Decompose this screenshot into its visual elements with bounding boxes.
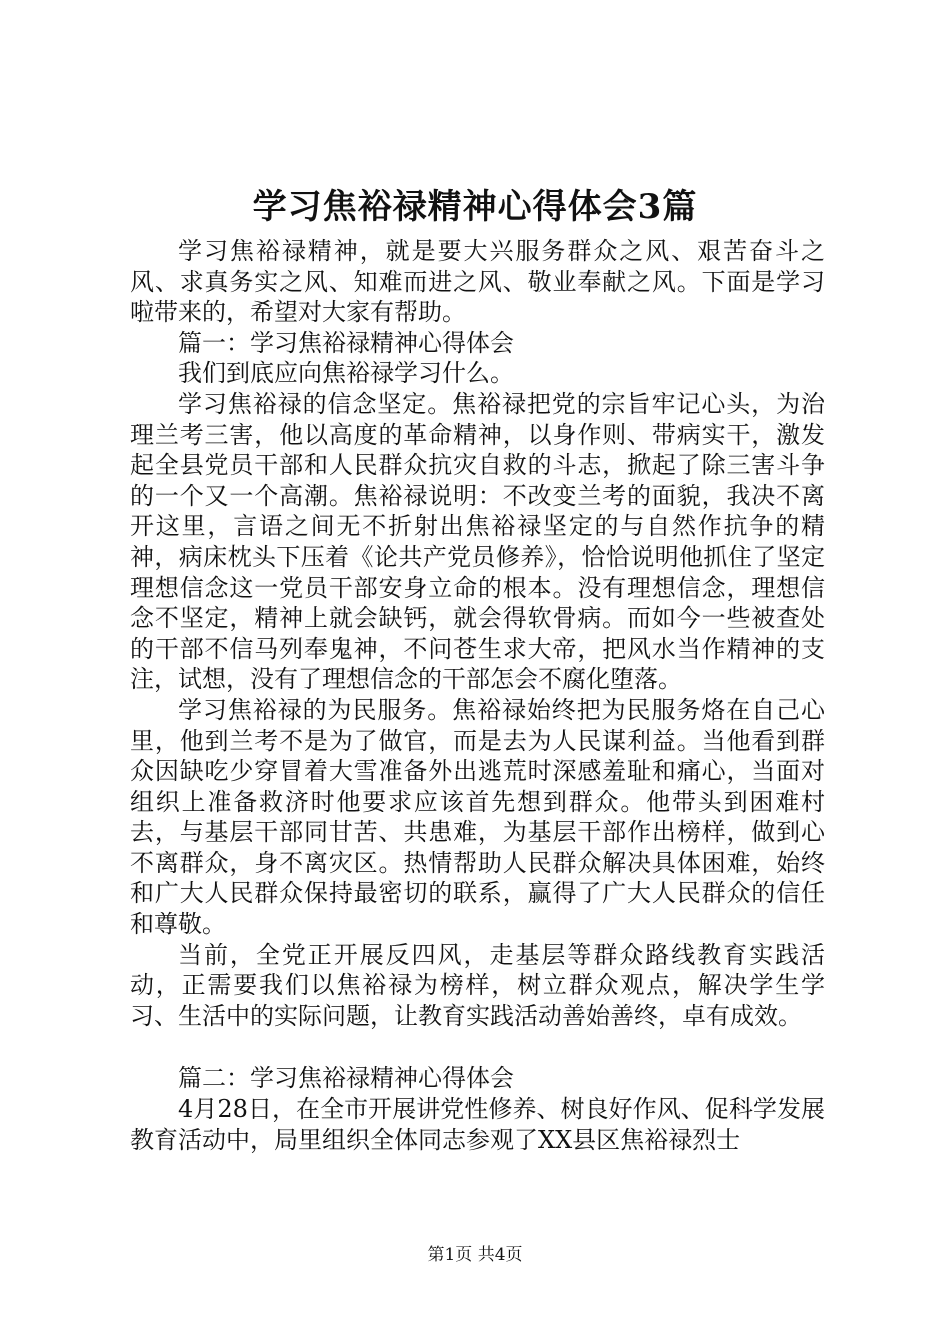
page-footer: 第1页 共4页 — [427, 1245, 523, 1265]
section-heading-2: 篇二：学习焦裕禄精神心得体会 — [178, 1064, 514, 1093]
document-body — [130, 236, 825, 1155]
body-paragraph: 我们到底应向焦裕禄学习什么。 — [178, 359, 514, 388]
body-paragraph: 学习焦裕禄的为民服务。焦裕禄始终把为民服务烙在自己心里，他到兰考不是为了做官，而是去为人民谋利益。当他看到群众因缺吃少穿冒着大雪准备外出逃荒时深感羞耻和痛心，当面对组织上准备救济时他要求应该首先想到群众。他带头到困难村去，与基层干部同甘苦、共患难，为基层干部作出榜样，做到心不离群众，身不离灾区。热情帮助人民群众解决具体困难，始终和广大人民群众保持最密切的联系，赢得了广大人民群众的信任和尊敬。 — [130, 695, 825, 939]
section-heading-1: 篇一：学习焦裕禄精神心得体会 — [178, 328, 514, 357]
intro-paragraph: 学习焦裕禄精神，就是要大兴服务群众之风、艰苦奋斗之风、求真务实之风、知难而进之风、敬业奉献之风。下面是学习啦带来的，希望对大家有帮助。 — [130, 237, 825, 327]
document-title: 学习焦裕禄精神心得体会3篇 — [252, 187, 698, 227]
body-paragraph: 4月28日，在全市开展讲党性修养、树良好作风、促科学发展教育活动中，局里组织全体同志参观了XX县区焦裕禄烈士 — [130, 1095, 825, 1154]
body-paragraph: 当前，全党正开展反四风，走基层等群众路线教育实践活动，正需要我们以焦裕禄为榜样，树立群众观点，解决学生学习、生活中的实际问题，让教育实践活动善始善终，卓有成效。 — [130, 940, 825, 1030]
body-paragraph: 学习焦裕禄的信念坚定。焦裕禄把党的宗旨牢记心头，为治理兰考三害，他以高度的革命精神，以身作则、带病实干，激发起全县党员干部和人民群众抗灾自救的斗志，掀起了除三害斗争的一个又一个高潮。焦裕禄说明：不改变兰考的面貌，我决不离开这里，言语之间无不折射出焦裕禄坚定的与自然作抗争的精神，病床枕头下压着《论共产党员修养》，恰恰说明他抓住了坚定理想信念这一党员干部安身立命的根本。没有理想信念，理想信念不坚定，精神上就会缺钙，就会得软骨病。而如今一些被查处的干部不信马列奉鬼神，不问苍生求大帝，把风水当作精神的支注，试想，没有了理想信念的干部怎会不腐化堕落。 — [130, 389, 825, 694]
